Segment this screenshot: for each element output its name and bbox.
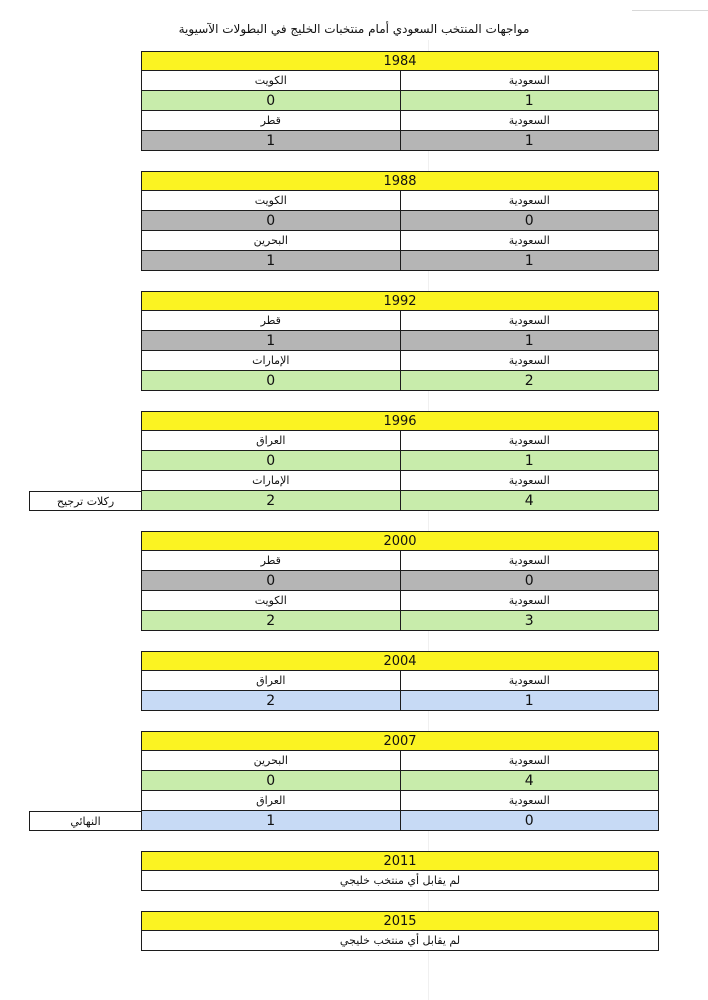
opponent-score: 2 bbox=[142, 611, 401, 630]
score-row bbox=[141, 451, 659, 471]
opponent-score: 1 bbox=[142, 251, 401, 270]
opponent-score: 0 bbox=[142, 571, 401, 590]
opponent-team-name: العراق bbox=[142, 671, 401, 690]
saudi-score: 0 bbox=[524, 212, 534, 229]
saudi-score: 1 bbox=[524, 132, 534, 149]
opponent-team-name: الكويت bbox=[142, 71, 401, 90]
saudi-score: 1 bbox=[524, 692, 534, 709]
saudi-score: 0 bbox=[524, 572, 534, 589]
opponent-score: 0 bbox=[142, 91, 401, 110]
score-row bbox=[141, 211, 659, 231]
saudi-team-name: السعودية bbox=[508, 754, 550, 767]
saudi-score: 4 bbox=[524, 772, 534, 789]
year-label: 2011 bbox=[383, 853, 417, 869]
opponent-team-name: البحرين bbox=[142, 231, 401, 250]
teams-row bbox=[141, 431, 659, 451]
tournament-block-1992 bbox=[141, 291, 659, 391]
opponent-score: 0 bbox=[142, 451, 401, 470]
year-label: 1996 bbox=[383, 413, 417, 429]
opponent-score: 1 bbox=[142, 811, 401, 830]
saudi-team-name: السعودية bbox=[508, 594, 550, 607]
opponent-score: 2 bbox=[142, 491, 401, 510]
tournament-block-2015 bbox=[141, 911, 659, 951]
year-label: 1988 bbox=[383, 173, 417, 189]
year-header bbox=[141, 291, 659, 311]
saudi-team-name: السعودية bbox=[508, 234, 550, 247]
opponent-team-name: الإمارات bbox=[142, 471, 401, 490]
year-label: 2015 bbox=[383, 913, 417, 929]
match-note: النهائي bbox=[29, 811, 141, 831]
year-label: 1984 bbox=[383, 53, 417, 69]
opponent-team-name: الكويت bbox=[142, 191, 401, 210]
score-row bbox=[141, 571, 659, 591]
year-label: 1992 bbox=[383, 293, 417, 309]
saudi-team-name: السعودية bbox=[508, 314, 550, 327]
score-row bbox=[141, 691, 659, 711]
opponent-team-name: العراق bbox=[142, 791, 401, 810]
opponent-team-name: قطر bbox=[142, 311, 401, 330]
year-header bbox=[141, 531, 659, 551]
opponent-team-name: قطر bbox=[142, 551, 401, 570]
year-label: 2000 bbox=[383, 533, 417, 549]
saudi-score: 1 bbox=[524, 252, 534, 269]
teams-row bbox=[141, 231, 659, 251]
year-header bbox=[141, 851, 659, 871]
teams-row bbox=[141, 71, 659, 91]
year-label: 2007 bbox=[383, 733, 417, 749]
year-header bbox=[141, 51, 659, 71]
teams-row bbox=[141, 551, 659, 571]
teams-row bbox=[141, 351, 659, 371]
saudi-team-name: السعودية bbox=[508, 194, 550, 207]
opponent-score: 0 bbox=[142, 771, 401, 790]
saudi-score: 2 bbox=[524, 372, 534, 389]
teams-row bbox=[141, 191, 659, 211]
saudi-team-name: السعودية bbox=[508, 434, 550, 447]
opponent-team-name: الكويت bbox=[142, 591, 401, 610]
score-row bbox=[141, 251, 659, 271]
no-gulf-opponent-message: لم يقابل أي منتخب خليجي bbox=[141, 931, 659, 951]
teams-row bbox=[141, 791, 659, 811]
score-row bbox=[141, 331, 659, 351]
opponent-score: 1 bbox=[142, 131, 401, 150]
teams-row bbox=[141, 111, 659, 131]
year-header bbox=[141, 911, 659, 931]
saudi-score: 4 bbox=[524, 492, 534, 509]
tournament-block-2004 bbox=[141, 651, 659, 711]
top-divider bbox=[632, 10, 708, 11]
saudi-score: 1 bbox=[524, 92, 534, 109]
saudi-team-name: السعودية bbox=[508, 674, 550, 687]
tournament-block-2011 bbox=[141, 851, 659, 891]
year-header bbox=[141, 731, 659, 751]
score-row bbox=[141, 371, 659, 391]
score-row bbox=[141, 91, 659, 111]
opponent-score: 0 bbox=[142, 211, 401, 230]
score-row bbox=[141, 491, 659, 511]
saudi-score: 1 bbox=[524, 452, 534, 469]
opponent-score: 2 bbox=[142, 691, 401, 710]
opponent-team-name: العراق bbox=[142, 431, 401, 450]
saudi-team-name: السعودية bbox=[508, 354, 550, 367]
score-row bbox=[141, 771, 659, 791]
teams-row bbox=[141, 591, 659, 611]
opponent-team-name: قطر bbox=[142, 111, 401, 130]
saudi-team-name: السعودية bbox=[508, 474, 550, 487]
saudi-team-name: السعودية bbox=[508, 114, 550, 127]
no-gulf-opponent-message: لم يقابل أي منتخب خليجي bbox=[141, 871, 659, 891]
opponent-team-name: الإمارات bbox=[142, 351, 401, 370]
saudi-team-name: السعودية bbox=[508, 74, 550, 87]
tournament-blocks bbox=[56, 51, 659, 971]
score-row bbox=[141, 811, 659, 831]
tournament-block-1984 bbox=[141, 51, 659, 151]
teams-row bbox=[141, 311, 659, 331]
teams-row bbox=[141, 671, 659, 691]
saudi-team-name: السعودية bbox=[508, 794, 550, 807]
teams-row bbox=[141, 751, 659, 771]
score-row bbox=[141, 131, 659, 151]
tournament-block-2000 bbox=[141, 531, 659, 631]
opponent-score: 0 bbox=[142, 371, 401, 390]
saudi-team-name: السعودية bbox=[508, 554, 550, 567]
saudi-score: 1 bbox=[524, 332, 534, 349]
teams-row bbox=[141, 471, 659, 491]
year-label: 2004 bbox=[383, 653, 417, 669]
year-header bbox=[141, 651, 659, 671]
saudi-score: 3 bbox=[524, 612, 534, 629]
tournament-block-2007 bbox=[70, 731, 659, 831]
saudi-score: 0 bbox=[524, 812, 534, 829]
opponent-team-name: البحرين bbox=[142, 751, 401, 770]
year-header bbox=[141, 171, 659, 191]
tournament-block-1988 bbox=[141, 171, 659, 271]
page-title: مواجهات المنتخب السعودي أمام منتخبات الخليج في البطولات الآسيوية bbox=[178, 22, 530, 36]
year-header bbox=[141, 411, 659, 431]
opponent-score: 1 bbox=[142, 331, 401, 350]
tournament-block-1996 bbox=[56, 411, 659, 511]
score-row bbox=[141, 611, 659, 631]
match-note: ركلات ترجيح bbox=[29, 491, 141, 511]
